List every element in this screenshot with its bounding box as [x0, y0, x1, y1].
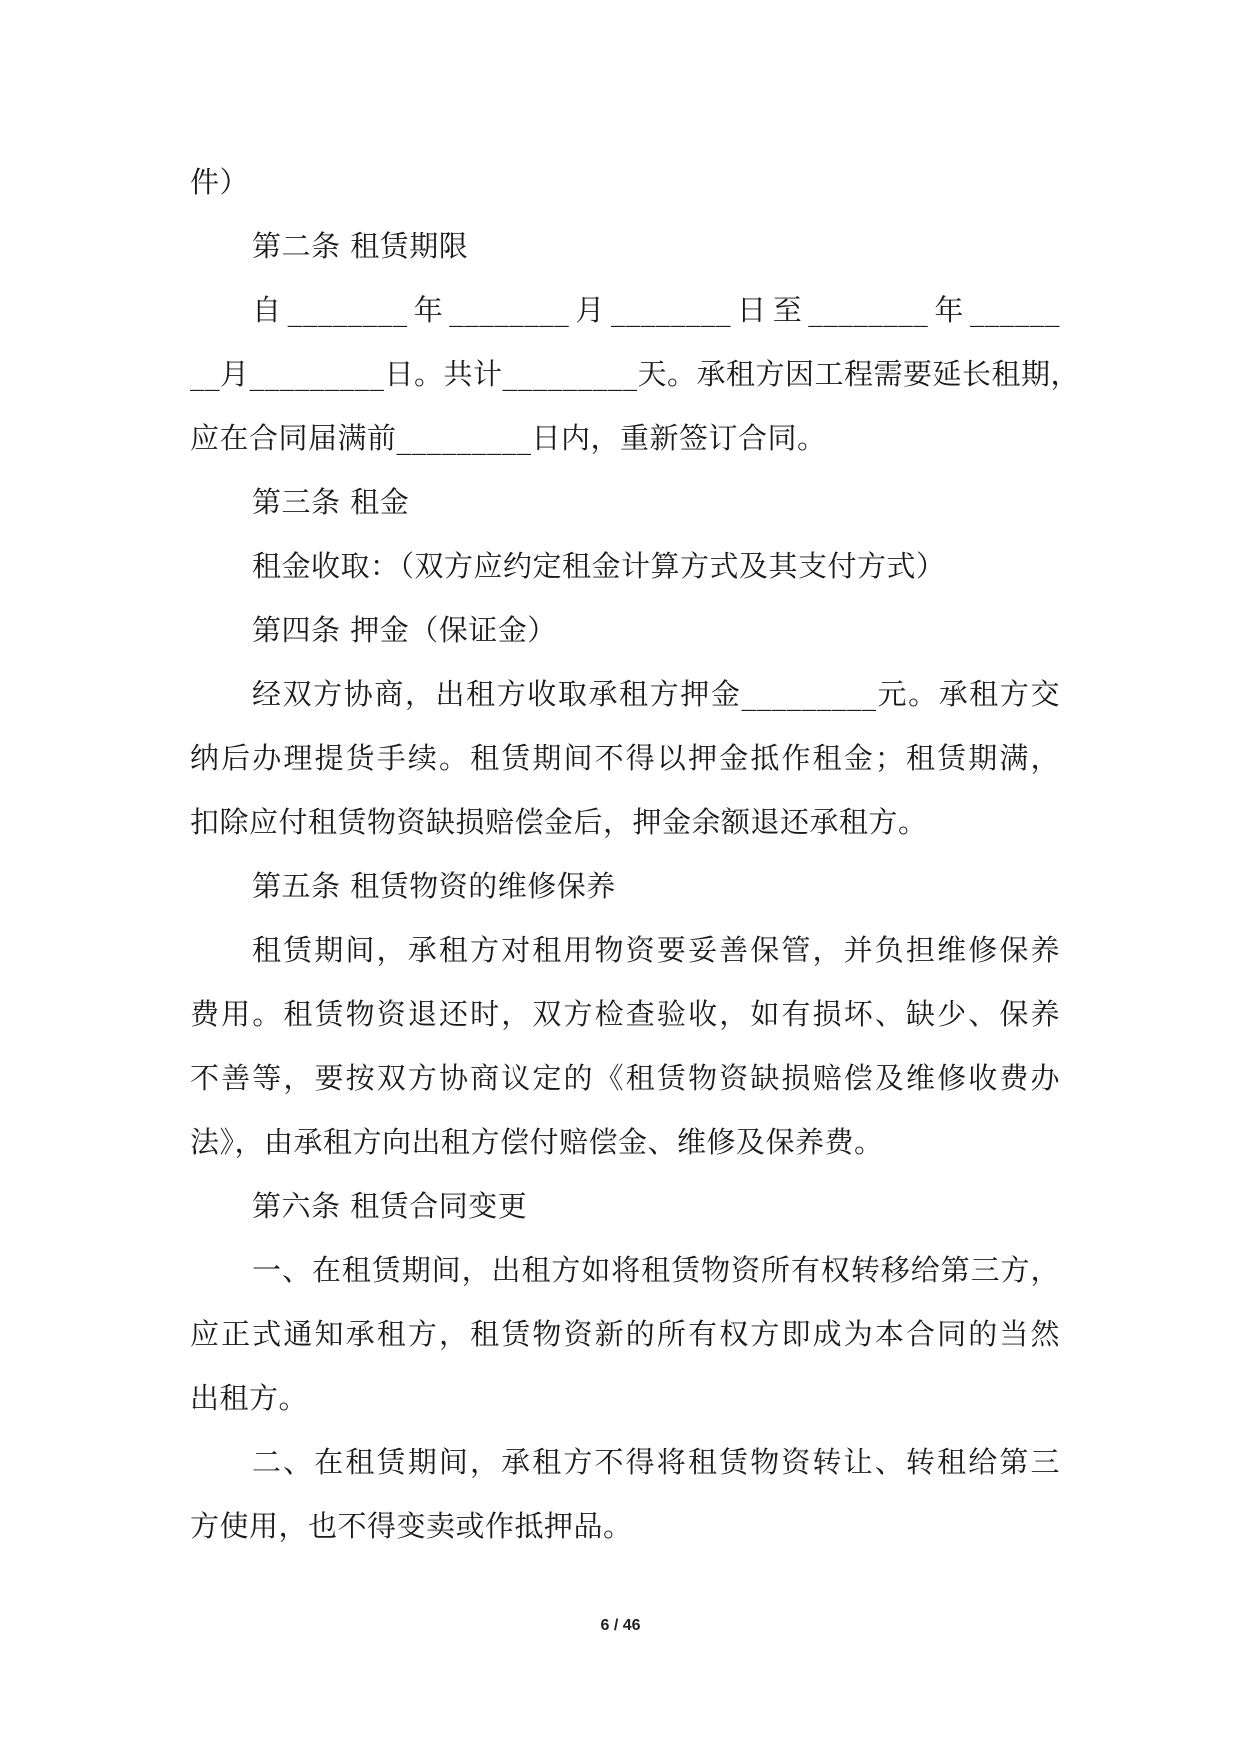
text-line: 经双方协商，出租方收取承租方押金_________元。承租方交 — [252, 677, 1060, 711]
page-number: 6 / 46 — [600, 1617, 641, 1634]
text-line: 不善等，要按双方协商议定的《租赁物资缺损赔偿及维修收费办 — [190, 1061, 1060, 1095]
text-line: 件） — [190, 165, 250, 199]
article-5-heading: 第五条 租赁物资的维修保养 — [252, 869, 616, 903]
article-3-heading: 第三条 租金 — [252, 485, 410, 519]
text-line: 扣除应付租赁物资缺损赔偿金后，押金余额退还承租方。 — [190, 805, 928, 839]
text-line: 自________年________月________日至________年______ — [252, 293, 1060, 327]
article-6-heading: 第六条 租赁合同变更 — [252, 1189, 528, 1223]
text-line: 应在合同届满前_________日内，重新签订合同。 — [190, 421, 827, 455]
text-line: 一、在租赁期间，出租方如将租赁物资所有权转移给第三方， — [252, 1253, 1060, 1287]
text-line: 应正式通知承租方，租赁物资新的所有权方即成为本合同的当然 — [190, 1317, 1060, 1351]
text-line: 租赁期间，承租方对租用物资要妥善保管，并负担维修保养 — [252, 933, 1060, 967]
article-4-heading: 第四条 押金（保证金） — [252, 613, 557, 647]
text-line: 出租方。 — [190, 1381, 309, 1415]
text-line: 法》，由承租方向出租方偿付赔偿金、维修及保养费。 — [190, 1125, 884, 1159]
text-line: 费用。租赁物资退还时，双方检查验收，如有损坏、缺少、保养 — [190, 997, 1060, 1031]
text-line: __月_________日。共计_________天。承租方因工程需要延长租期， — [190, 357, 1081, 391]
text-line: 方使用，也不得变卖或作抵押品。 — [190, 1509, 633, 1543]
article-2-heading: 第二条 租赁期限 — [252, 229, 469, 263]
text-line: 租金收取：（双方应约定租金计算方式及其支付方式） — [252, 549, 946, 583]
text-line: 二、在租赁期间，承租方不得将租赁物资转让、转租给第三 — [252, 1445, 1060, 1479]
text-line: 纳后办理提货手续。租赁期间不得以押金抵作租金；租赁期满， — [190, 741, 1060, 775]
